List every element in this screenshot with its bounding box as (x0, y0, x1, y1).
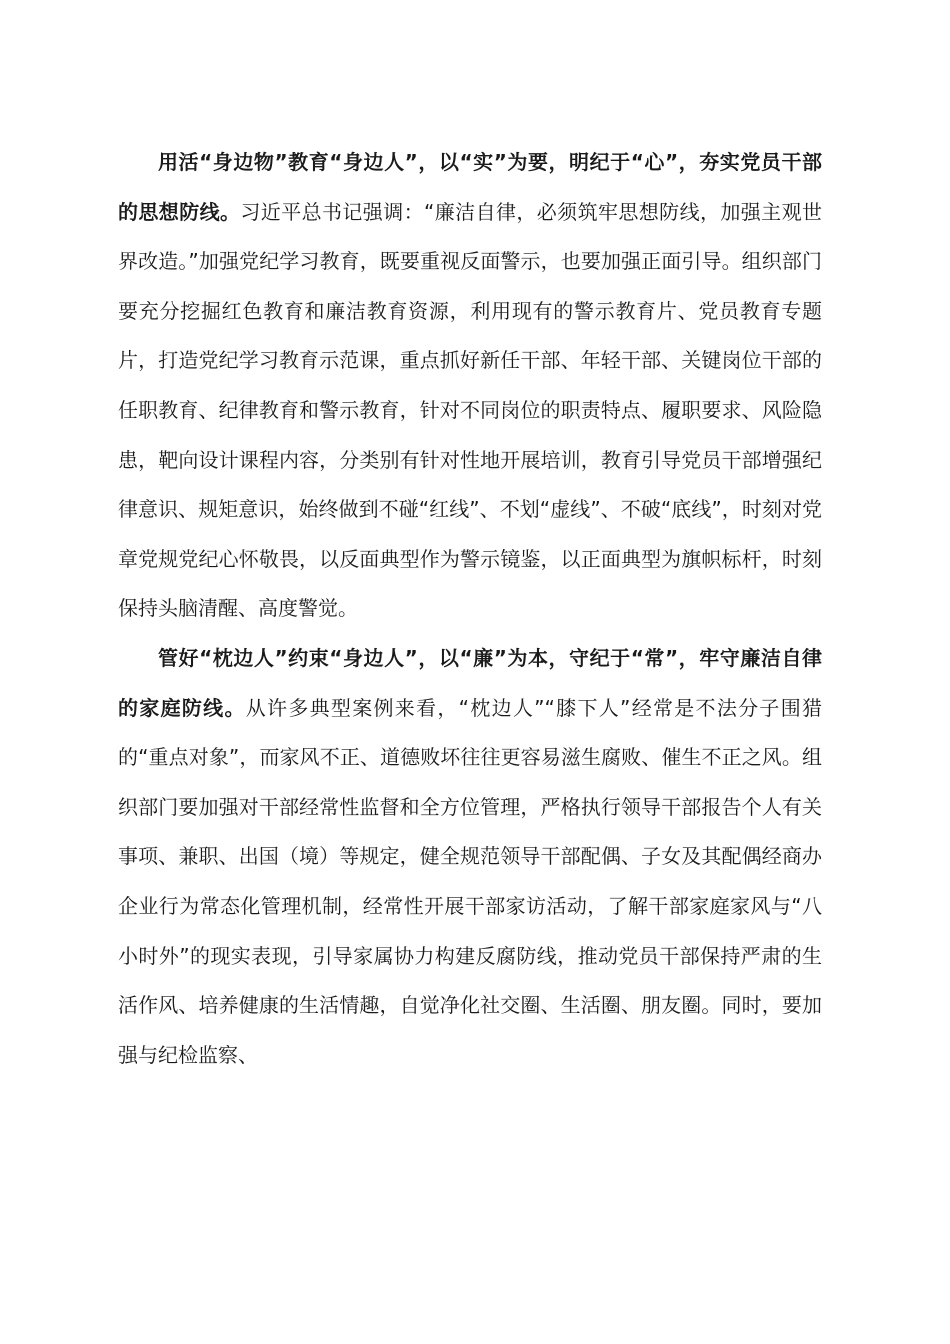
paragraph-thought-defense (118, 138, 822, 634)
document-body (118, 138, 822, 1080)
paragraph-body-text: 从许多典型案例来看，“枕边人”“膝下人”经常是不法分子围猎的“重点对象”，而家风不正、道德败坏往往更容易滋生腐败、催生不正之风。组织部门要加强对干部经常性监督和全方位管理，严格执行领导干部报告个人有关事项、兼职、出国（境）等规定，健全规范领导干部配偶、子女及其配偶经商办企业行为常态化管理机制，经常性开展干部家访活动，了解干部家庭家风与“八小时外”的现实表现，引导家属协力构建反腐防线，推动党员干部保持严肃的生活作风、培养健康的生活情趣，自觉净化社交圈、生活圈、朋友圈。同时，要加强与纪检监察、 (118, 695, 823, 1067)
paragraph-lead-heading: 管好“枕边人”约束“身边人”，以“廉”为本，守纪于“常”，牢守廉洁自律的家庭防线。 (118, 645, 822, 720)
paragraph-lead-heading: 用活“身边物”教育“身边人”，以“实”为要，明纪于“心”，夯实党员干部的思想防线。 (118, 150, 822, 224)
paragraph-body-text: 习近平总书记强调：“廉洁自律，必须筑牢思想防线，加强主观世界改造。”加强党纪学习教育，既要重视反面警示，也要加强正面引导。组织部门要充分挖掘红色教育和廉洁教育资源，利用现有的警示教育片、党员教育专题片，打造党纪学习教育示范课，重点抓好新任干部、年轻干部、关键岗位干部的任职教育、纪律教育和警示教育，针对不同岗位的职责特点、履职要求、风险隐患，靶向设计课程内容，分类别有针对性地开展培训，教育引导党员干部增强纪律意识、规矩意识，始终做到不碰“红线”、不划“虚线”、不破“底线”，时刻对党章党规党纪心怀敬畏，以反面典型作为警示镜鉴，以正面典型为旗帜标杆，时刻保持头脑清醒、高度警觉。 (118, 199, 822, 621)
paragraph-family-defense (118, 634, 822, 1080)
